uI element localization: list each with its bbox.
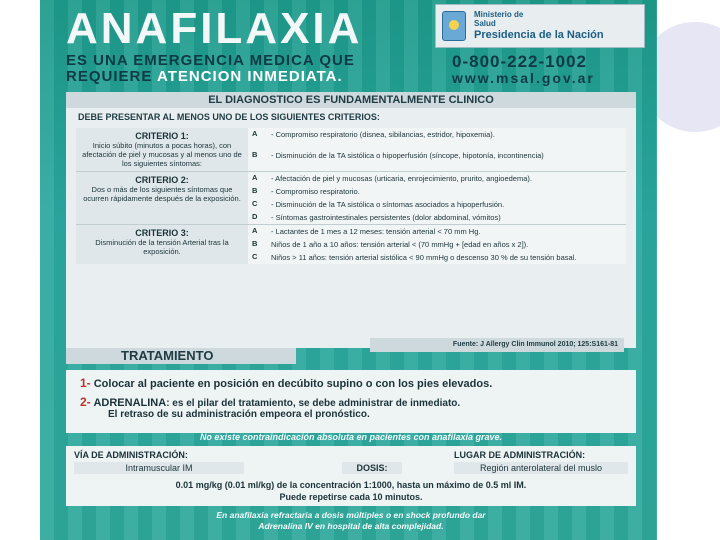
website-url: www.msal.gov.ar bbox=[452, 70, 595, 86]
criterion-letter: B bbox=[248, 185, 267, 198]
dose-line-1: 0.01 mg/kg (0.01 ml/kg) de la concentración 1:1000, hasta un máximo de 0.5 ml IM. bbox=[175, 480, 527, 490]
treatment-step-1 bbox=[80, 376, 622, 390]
dosis-label: DOSIS: bbox=[342, 462, 402, 474]
criterion-item: - Síntomas gastrointestinales persistentes (dolor abdominal, vómitos) bbox=[267, 211, 626, 225]
criterion-2-cell bbox=[76, 172, 248, 225]
treatment-step-2 bbox=[80, 395, 622, 409]
criterion-title: CRITERIO 2: bbox=[135, 175, 189, 185]
criterion-letter: B bbox=[248, 149, 267, 171]
treatment-title: TRATAMIENTO bbox=[66, 348, 296, 364]
diagnosis-section bbox=[66, 92, 636, 348]
via-value: Intramuscular IM bbox=[74, 462, 244, 474]
criterion-item: - Compromiso respiratorio. bbox=[267, 185, 626, 198]
diagnosis-header: EL DIAGNOSTICO ES FUNDAMENTALMENTE CLINICO bbox=[66, 92, 636, 108]
criterion-3-row-a bbox=[76, 225, 626, 239]
criterion-description: Dos o más de los siguientes síntomas que ocurren rápidamente después de la exposición. bbox=[83, 185, 241, 203]
dose-line-2: Puede repetirse cada 10 minutos. bbox=[279, 492, 423, 502]
lugar-value: Región anterolateral del muslo bbox=[454, 462, 628, 474]
criterion-item: Niños de 1 año a 10 años: tensión arterial < (70 mmHg + [edad en años x 2]). bbox=[267, 238, 626, 251]
criterion-letter: A bbox=[248, 225, 267, 239]
step-emphasis: ADRENALINA bbox=[93, 397, 167, 409]
criterion-1-row-a bbox=[76, 128, 626, 149]
treatment-step-2-line2: El retraso de su administración empeora el pronóstico. bbox=[108, 409, 370, 420]
ministry-line3: Presidencia de la Nación bbox=[474, 29, 604, 41]
criterion-item: - Disminución de la TA sistólica o hipoperfusión (síncope, hipotonía, incontinencia) bbox=[267, 149, 626, 171]
subtitle-prefix: REQUIERE bbox=[66, 68, 157, 85]
ministry-line2: Salud bbox=[474, 19, 496, 28]
criterion-2-row-a bbox=[76, 172, 626, 186]
diagnosis-intro: DEBE PRESENTAR AL MENOS UNO DE LOS SIGUIENTES CRITERIOS: bbox=[78, 112, 380, 122]
footer-note-line2: Adrenalina IV en hospital de alta complejidad. bbox=[258, 521, 444, 531]
criterion-letter: A bbox=[248, 172, 267, 186]
hotline-phone: 0-800-222-1002 bbox=[452, 52, 587, 71]
criterion-title: CRITERIO 3: bbox=[135, 228, 189, 238]
step-text: Colocar al paciente en posición en decúbito supino o con los pies elevados. bbox=[93, 378, 493, 390]
step-number: 1- bbox=[80, 376, 91, 390]
criterion-letter: B bbox=[248, 238, 267, 251]
treatment-steps bbox=[66, 370, 636, 433]
criterion-item: - Afectación de piel y mucosas (urticaria, enrojecimiento, prurito, angioedema). bbox=[267, 172, 626, 186]
poster-subtitle-line2 bbox=[66, 68, 343, 85]
step-number: 2- bbox=[80, 395, 91, 409]
argentina-seal-icon bbox=[442, 11, 466, 41]
subtitle-emphasis: ATENCION INMEDIATA. bbox=[156, 68, 343, 85]
criterion-description: Disminución de la tensión Arterial tras la exposición. bbox=[95, 238, 229, 256]
contraindication-warning: No existe contraindicación absoluta en pacientes con anafilaxia grave. bbox=[199, 432, 503, 442]
poster-subtitle-line1: ES UNA EMERGENCIA MEDICA QUE bbox=[66, 52, 355, 69]
criterion-letter: C bbox=[248, 198, 267, 211]
ministry-line1: Ministerio de bbox=[474, 10, 524, 19]
criterion-description: Inicio súbito (minutos a pocas horas), con afectación de piel y mucosas y al menos uno de los siguientes síntomas: bbox=[82, 141, 242, 168]
ministry-logo-box bbox=[435, 4, 645, 48]
criterion-item: - Compromiso respiratorio (disnea, sibilancias, estridor, hipoxemia). bbox=[267, 128, 626, 149]
source-citation: Fuente: J Allergy Clin Immunol 2010; 125:S161-81 bbox=[370, 338, 624, 352]
criterion-item: - Lactantes de 1 mes a 12 meses: tensión arterial < 70 mm Hg. bbox=[267, 225, 626, 239]
via-header: VÍA DE ADMINISTRACIÓN: bbox=[74, 450, 188, 460]
criterion-item: Niños > 11 años: tensión arterial sistólica < 90 mmHg o descenso 30 % de su tensión basal. bbox=[267, 251, 626, 264]
criterion-item: - Disminución de la TA sistólica o síntomas asociados a hipoperfusión. bbox=[267, 198, 626, 211]
criterion-letter: A bbox=[248, 128, 267, 149]
criterion-title: CRITERIO 1: bbox=[135, 131, 189, 141]
criteria-table bbox=[76, 128, 626, 264]
administration-box bbox=[66, 446, 636, 506]
criterion-1-cell bbox=[76, 128, 248, 172]
anafilaxia-poster bbox=[40, 0, 657, 540]
step-text: : es el pilar del tratamiento, se debe administrar de inmediato. bbox=[166, 398, 461, 409]
criterion-letter: D bbox=[248, 211, 267, 225]
lugar-header: LUGAR DE ADMINISTRACIÓN: bbox=[454, 450, 586, 460]
footer-note-line1: En anafilaxia refractaria a dosis múltiples o en shock profundo dar bbox=[216, 510, 486, 520]
criterion-3-cell bbox=[76, 225, 248, 265]
criterion-letter: C bbox=[248, 251, 267, 264]
poster-title: ANAFILAXIA bbox=[66, 4, 363, 53]
